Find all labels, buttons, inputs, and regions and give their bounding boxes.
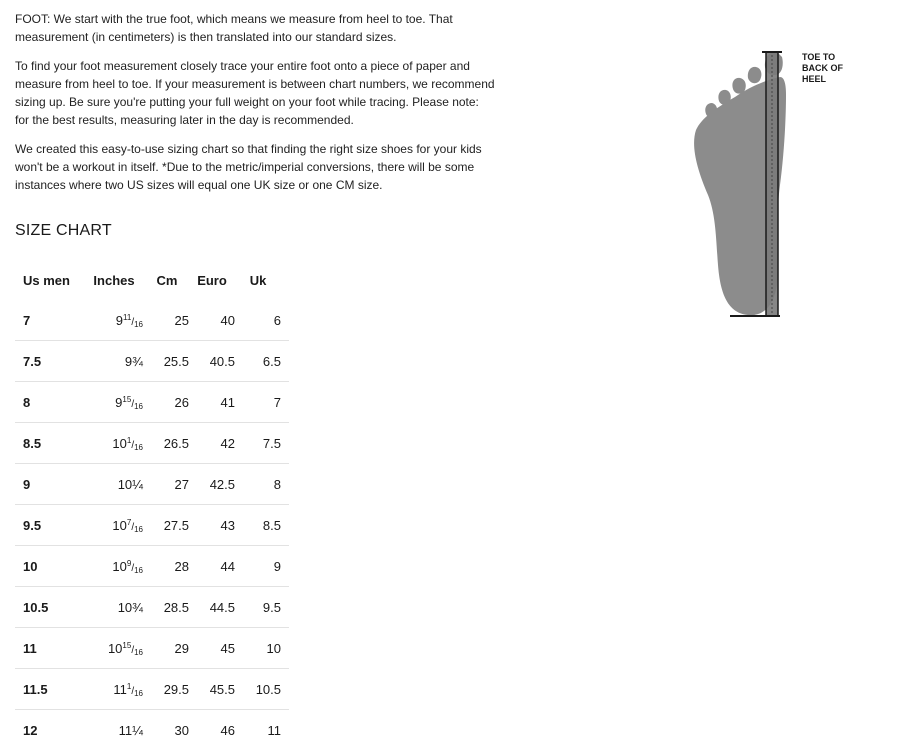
inches-denominator: 16 bbox=[134, 401, 143, 411]
euro-cell: 42.5 bbox=[189, 464, 235, 505]
inches-cell bbox=[85, 505, 145, 546]
intro-text bbox=[15, 10, 495, 205]
inches-whole: 10 bbox=[112, 517, 127, 533]
euro-cell: 40 bbox=[189, 300, 235, 341]
size-chart-table bbox=[15, 260, 289, 750]
cm-cell: 27.5 bbox=[145, 505, 189, 546]
inches-cell bbox=[85, 628, 145, 669]
inches-cell bbox=[85, 710, 145, 751]
inches-cell bbox=[85, 300, 145, 341]
inches-fraction bbox=[112, 518, 143, 533]
cm-cell: 30 bbox=[174, 722, 189, 738]
inches-fraction bbox=[112, 436, 143, 451]
inches-whole: 9 bbox=[115, 394, 123, 410]
euro-cell: 45 bbox=[189, 628, 235, 669]
inches-cell bbox=[85, 341, 145, 382]
inches-denominator: 16 bbox=[134, 524, 143, 534]
label-line-3: HEEL bbox=[802, 74, 827, 84]
cm-cell: 25.5 bbox=[145, 341, 189, 382]
inches-cell bbox=[85, 423, 145, 464]
cm-cell: 25 bbox=[145, 300, 189, 341]
inches-value: 10¾ bbox=[117, 599, 143, 615]
uk-cell: 11 bbox=[267, 722, 281, 738]
euro-cell: 41 bbox=[189, 382, 235, 423]
inches-fraction bbox=[112, 559, 143, 574]
header-uk: Uk bbox=[249, 272, 267, 288]
us-size-cell: 10.5 bbox=[15, 587, 85, 628]
fraction-slash: / bbox=[131, 439, 135, 451]
us-size-cell: 8.5 bbox=[15, 423, 85, 464]
fraction-slash: / bbox=[131, 562, 135, 574]
euro-cell: 43 bbox=[189, 505, 235, 546]
euro-cell: 40.5 bbox=[189, 341, 235, 382]
table-row bbox=[15, 546, 289, 587]
header-us-men: Us men bbox=[23, 272, 70, 288]
inches-numerator: 9 bbox=[126, 558, 132, 568]
intro-paragraph-foot: FOOT: We start with the true foot, which means we measure from heel to toe. That measurement (in centimeters) is then translated into our standard sizes. bbox=[15, 12, 453, 44]
label-line-2: BACK OF bbox=[802, 63, 843, 73]
header-inches: Inches bbox=[93, 272, 135, 288]
table-header-row bbox=[15, 260, 289, 300]
us-size-cell: 11 bbox=[15, 628, 85, 669]
inches-denominator: 16 bbox=[134, 688, 143, 698]
fraction-slash: / bbox=[131, 644, 135, 656]
inches-value: 10¼ bbox=[117, 476, 143, 492]
inches-numerator: 15 bbox=[122, 640, 132, 650]
cm-cell: 28.5 bbox=[145, 587, 189, 628]
us-size-cell: 9 bbox=[15, 464, 85, 505]
table-row bbox=[15, 423, 289, 464]
inches-cell bbox=[85, 464, 145, 505]
table-row bbox=[15, 300, 289, 341]
cm-cell: 27 bbox=[145, 464, 189, 505]
fraction-slash: / bbox=[131, 685, 135, 697]
fraction-slash: / bbox=[131, 521, 135, 533]
cm-cell: 26.5 bbox=[145, 423, 189, 464]
cm-cell: 26 bbox=[145, 382, 189, 423]
inches-cell bbox=[85, 587, 145, 628]
inches-numerator: 1 bbox=[126, 435, 132, 445]
intro-paragraph-measure: To find your foot measurement closely trace your entire foot onto a piece of paper and measure from heel to toe. If your measurement is between chart numbers, we recommend sizing up. Be sure you're putting your full weight on your foot while tracing. Please note: for the best results, measuring later in the day is recommended. bbox=[15, 59, 495, 127]
us-size-cell: 12 bbox=[23, 722, 38, 738]
euro-cell: 44.5 bbox=[189, 587, 235, 628]
table-row bbox=[15, 628, 289, 669]
us-size-cell: 7 bbox=[15, 300, 85, 341]
inches-denominator: 16 bbox=[134, 442, 143, 452]
inches-whole: 11 bbox=[113, 681, 127, 697]
table-row bbox=[15, 669, 289, 710]
label-line-1: TOE TO bbox=[802, 52, 836, 62]
uk-cell: 10.5 bbox=[235, 669, 289, 710]
header-euro: Euro bbox=[197, 272, 227, 288]
table-row bbox=[15, 587, 289, 628]
inches-value: 11¼ bbox=[118, 722, 143, 738]
inches-denominator: 16 bbox=[134, 319, 143, 329]
inches-fraction bbox=[115, 395, 143, 410]
table-row bbox=[15, 382, 289, 423]
uk-cell: 10 bbox=[235, 628, 289, 669]
us-size-cell: 9.5 bbox=[15, 505, 85, 546]
euro-cell: 42 bbox=[189, 423, 235, 464]
inches-cell bbox=[85, 546, 145, 587]
inches-denominator: 16 bbox=[134, 565, 143, 575]
inches-whole: 10 bbox=[107, 640, 123, 656]
us-size-cell: 8 bbox=[15, 382, 85, 423]
uk-cell: 9 bbox=[235, 546, 289, 587]
inches-numerator: 11 bbox=[123, 312, 132, 322]
inches-denominator: 16 bbox=[134, 647, 143, 657]
us-size-cell: 11.5 bbox=[15, 669, 85, 710]
uk-cell: 8.5 bbox=[235, 505, 289, 546]
table-row bbox=[15, 341, 289, 382]
foot-diagram bbox=[690, 45, 800, 325]
uk-cell: 7 bbox=[235, 382, 289, 423]
toe-to-heel-label bbox=[802, 52, 862, 85]
header-cm: Cm bbox=[156, 272, 178, 288]
fraction-slash: / bbox=[131, 398, 135, 410]
inches-numerator: 1 bbox=[126, 681, 132, 691]
table-row bbox=[15, 710, 289, 751]
inches-fraction bbox=[113, 682, 143, 697]
uk-cell: 6.5 bbox=[235, 341, 289, 382]
cm-cell: 29.5 bbox=[145, 669, 189, 710]
fraction-slash: / bbox=[131, 316, 135, 328]
inches-cell bbox=[85, 669, 145, 710]
inches-fraction bbox=[116, 313, 143, 328]
size-chart-body bbox=[15, 300, 289, 750]
us-size-cell: 10 bbox=[15, 546, 85, 587]
uk-cell: 6 bbox=[235, 300, 289, 341]
inches-whole: 10 bbox=[112, 435, 127, 451]
uk-cell: 7.5 bbox=[235, 423, 289, 464]
cm-cell: 29 bbox=[145, 628, 189, 669]
intro-paragraph-chart: We created this easy-to-use sizing chart so that finding the right size shoes for your kids won't be a workout in itself. *Due to the metric/imperial conversions, there will be some instances where two US sizes will equal one UK size or one CM size. bbox=[15, 142, 482, 192]
euro-cell: 46 bbox=[220, 722, 235, 738]
table-row bbox=[15, 464, 289, 505]
uk-cell: 8 bbox=[235, 464, 289, 505]
inches-whole: 10 bbox=[112, 558, 127, 574]
us-size-cell: 7.5 bbox=[15, 341, 85, 382]
size-chart-title: SIZE CHART bbox=[15, 222, 112, 239]
table-row bbox=[15, 505, 289, 546]
euro-cell: 45.5 bbox=[189, 669, 235, 710]
inches-whole: 9 bbox=[115, 312, 123, 328]
inches-numerator: 15 bbox=[122, 394, 132, 404]
inches-value: 9¾ bbox=[124, 353, 143, 369]
uk-cell: 9.5 bbox=[235, 587, 289, 628]
euro-cell: 44 bbox=[189, 546, 235, 587]
inches-numerator: 7 bbox=[126, 517, 132, 527]
inches-cell bbox=[85, 382, 145, 423]
cm-cell: 28 bbox=[145, 546, 189, 587]
inches-fraction bbox=[108, 641, 143, 656]
